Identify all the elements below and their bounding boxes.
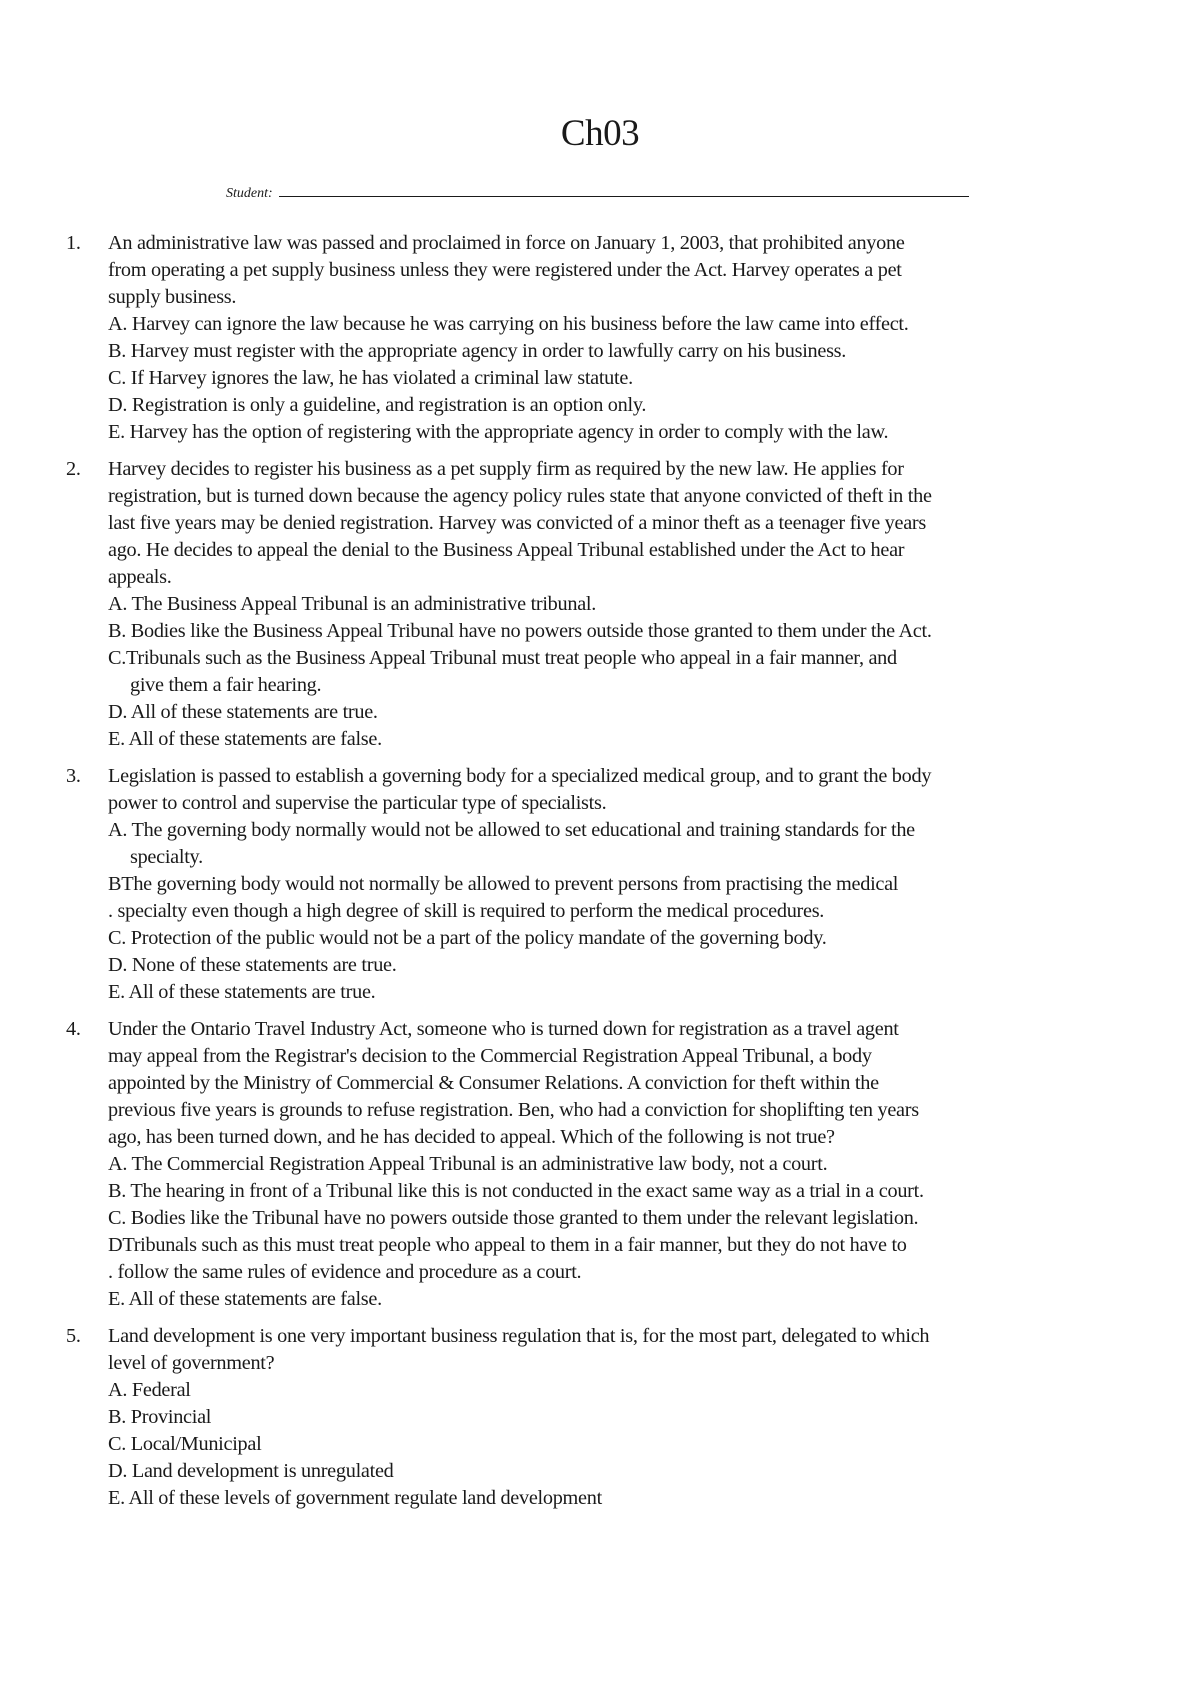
answer-option-continuation: give them a fair hearing. [130,674,322,696]
question-number: 5. [66,1325,81,1347]
question-4 [66,1016,1146,1313]
answer-option: C. Protection of the public would not be a part of the policy mandate of the governing body. [108,927,827,949]
answer-option: E. All of these levels of government regulate land development [108,1487,602,1509]
question-stem-line: Land development is one very important business regulation that is, for the most part, delegated to which [108,1325,930,1347]
question-stem-line: appeals. [108,566,172,588]
answer-option: A. The governing body normally would not be allowed to set educational and training standards for the [108,819,915,841]
question-stem-line: appointed by the Ministry of Commercial & Consumer Relations. A conviction for theft within the [108,1072,879,1094]
question-stem-line: from operating a pet supply business unless they were registered under the Act. Harvey operates a pet [108,259,902,281]
answer-option: C. If Harvey ignores the law, he has violated a criminal law statute. [108,367,633,389]
answer-option-continuation: . specialty even though a high degree of skill is required to perform the medical procedures. [108,900,825,922]
question-1 [66,230,1146,446]
answer-option: BThe governing body would not normally be allowed to prevent persons from practising the medical [108,873,899,895]
answer-option: B. Bodies like the Business Appeal Tribunal have no powers outside those granted to them under the Act. [108,620,932,642]
question-number: 4. [66,1018,81,1040]
question-5 [66,1323,1146,1512]
question-number: 1. [66,232,81,254]
question-stem-line: previous five years is grounds to refuse registration. Ben, who had a conviction for shoplifting ten years [108,1099,919,1121]
question-number: 2. [66,458,81,480]
answer-option: E. Harvey has the option of registering with the appropriate agency in order to comply with the law. [108,421,889,443]
page-title: Ch03 [560,113,640,154]
answer-option: B. Harvey must register with the appropriate agency in order to lawfully carry on his business. [108,340,847,362]
answer-option: DTribunals such as this must treat people who appeal to them in a fair manner, but they do not have to [108,1234,907,1256]
answer-option: A. Federal [108,1379,191,1401]
answer-option: A. The Commercial Registration Appeal Tribunal is an administrative law body, not a court. [108,1153,828,1175]
answer-option: A. Harvey can ignore the law because he was carrying on his business before the law came into effect. [108,313,909,335]
question-stem-line: An administrative law was passed and proclaimed in force on January 1, 2003, that prohibited anyone [108,232,905,254]
student-name-field [226,186,969,202]
answer-option-continuation: specialty. [130,846,203,868]
answer-option-continuation: . follow the same rules of evidence and procedure as a court. [108,1261,582,1283]
answer-option: B. The hearing in front of a Tribunal like this is not conducted in the exact same way as a trial in a court. [108,1180,924,1202]
question-stem-line: registration, but is turned down because the agency policy rules state that anyone convicted of theft in the [108,485,932,507]
answer-option: D. None of these statements are true. [108,954,397,976]
answer-option: E. All of these statements are false. [108,1288,382,1310]
question-3 [66,763,1146,1006]
question-stem-line: ago. He decides to appeal the denial to the Business Appeal Tribunal established under the Act to hear [108,539,905,561]
question-2 [66,456,1146,753]
answer-option: D. Registration is only a guideline, and registration is an option only. [108,394,647,416]
question-stem-line: level of government? [108,1352,275,1374]
answer-option: C. Local/Municipal [108,1433,262,1455]
question-stem-line: Under the Ontario Travel Industry Act, someone who is turned down for registration as a travel agent [108,1018,899,1040]
question-list [66,230,1146,1522]
question-stem-line: Legislation is passed to establish a governing body for a specialized medical group, and to grant the body [108,765,932,787]
answer-option: D. Land development is unregulated [108,1460,394,1482]
question-number: 3. [66,765,81,787]
answer-option: E. All of these statements are false. [108,728,382,750]
answer-option: C. Bodies like the Tribunal have no powers outside those granted to them under the relevant legislation. [108,1207,919,1229]
answer-option: D. All of these statements are true. [108,701,378,723]
question-stem-line: may appeal from the Registrar's decision to the Commercial Registration Appeal Tribunal, a body [108,1045,872,1067]
question-stem-line: Harvey decides to register his business as a pet supply firm as required by the new law. He applies for [108,458,904,480]
question-stem-line: last five years may be denied registration. Harvey was convicted of a minor theft as a teenager five years [108,512,926,534]
question-stem-line: ago, has been turned down, and he has decided to appeal. Which of the following is not true? [108,1126,835,1148]
student-blank-line [279,196,969,197]
question-stem-line: supply business. [108,286,237,308]
question-stem-line: power to control and supervise the particular type of specialists. [108,792,607,814]
answer-option: A. The Business Appeal Tribunal is an administrative tribunal. [108,593,597,615]
answer-option: E. All of these statements are true. [108,981,376,1003]
answer-option: B. Provincial [108,1406,212,1428]
student-label: Student: [226,186,273,201]
answer-option: C.Tribunals such as the Business Appeal Tribunal must treat people who appeal in a fair manner, and [108,647,897,669]
